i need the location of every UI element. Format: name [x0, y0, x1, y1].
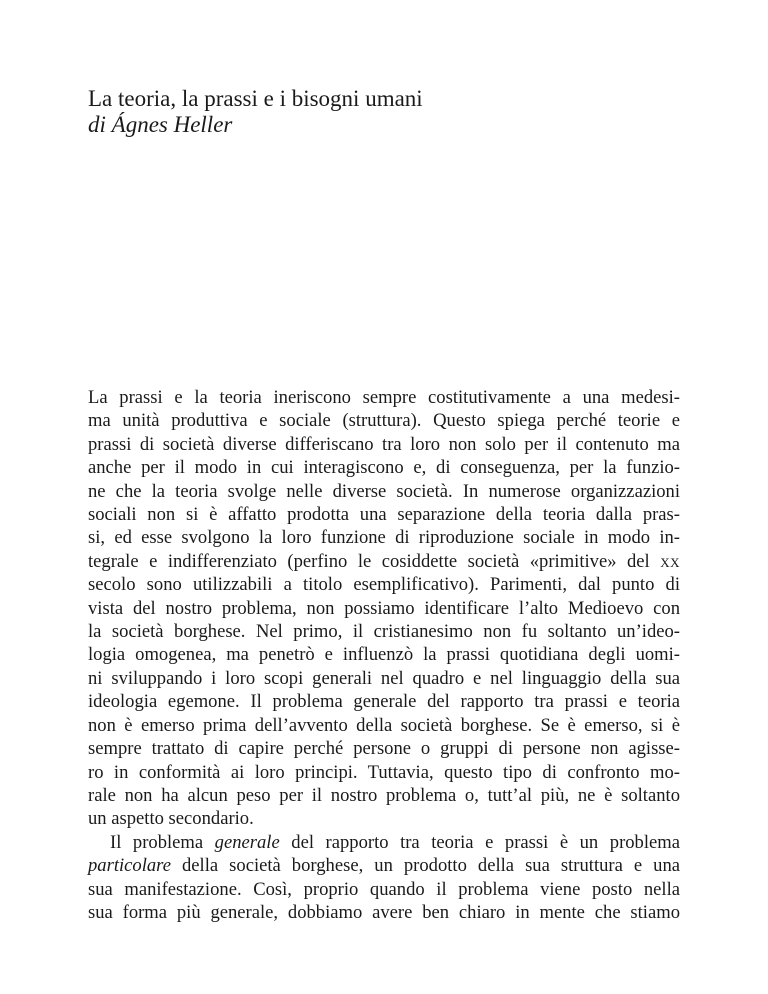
text-line: sociali non si è affatto prodotta una separazione della teoria dalla pras- [88, 504, 680, 526]
text-line: sua forma più generale, dobbiamo avere ben chiaro in mente che stiamo [88, 901, 680, 923]
text-line: sempre trattato di capire perché persone o gruppi di persone non agisse- [88, 738, 680, 760]
text-fragment: tegrale e indifferenziato (perfino le cosiddette società «primitive» del [88, 550, 661, 572]
text-line: rale non ha alcun peso per il nostro problema o, tutt’al più, ne è soltanto [88, 784, 680, 806]
text-line: la società borghese. Nel primo, il cristianesimo non fu soltanto un’ideo- [88, 621, 680, 643]
text-line: ma unità produttiva e sociale (struttura). Questo spiega perché teorie e [88, 410, 680, 432]
text-line: ro in conformità ai loro principi. Tuttavia, questo tipo di confronto mo- [88, 761, 680, 783]
text-line [88, 854, 680, 877]
text-line: sua manifestazione. Così, proprio quando il problema viene posto nella [88, 878, 680, 900]
text-fragment: Il problema [110, 831, 215, 853]
text-line: anche per il modo in cui interagiscono e, di conseguenza, per la funzio- [88, 457, 680, 479]
text-line: ideologia egemone. Il problema generale del rapporto tra prassi e teoria [88, 691, 680, 713]
chapter-heading [88, 86, 688, 138]
chapter-author: di Ágnes Heller [88, 112, 233, 137]
emphasis-generale: generale [214, 831, 280, 853]
text-line: un aspetto secondario. [88, 808, 254, 830]
paragraph-2 [88, 831, 680, 925]
text-fragment: della società borghese, un prodotto della sua struttura e una [170, 855, 680, 877]
text-line: non è emerso prima dell’avvento della società borghese. Se è emerso, si è [88, 714, 680, 736]
text-line: si, ed esse svolgono la loro funzione di riproduzione sociale in modo in- [88, 527, 680, 549]
body-text [88, 386, 680, 924]
text-line: logia omogenea, ma penetrò e influenzò la prassi quotidiana degli uomi- [88, 644, 680, 666]
text-line: vista del nostro problema, non possiamo identificare l’alto Medioevo con [88, 597, 680, 619]
text-line [88, 831, 680, 854]
text-line: secolo sono utilizzabili a titolo esemplificativo). Parimenti, dal punto di [88, 574, 680, 596]
text-fragment: del rapporto tra teoria e prassi è un problema [279, 831, 680, 853]
text-line: prassi di società diverse differiscano tra loro non solo per il contenuto ma [88, 433, 680, 455]
emphasis-particolare: particolare [88, 855, 171, 877]
text-line [88, 550, 680, 573]
text-line: La prassi e la teoria ineriscono sempre costitutivamente a una medesi- [88, 387, 680, 408]
century-numeral: xx [660, 550, 680, 572]
text-line: ne che la teoria svolge nelle diverse società. In numerose organizzazioni [88, 480, 680, 502]
paragraph-1 [88, 386, 680, 831]
text-line: ni sviluppando i loro scopi generali nel quadro e nel linguaggio della sua [88, 667, 680, 689]
chapter-title: La teoria, la prassi e i bisogni umani [88, 86, 423, 111]
